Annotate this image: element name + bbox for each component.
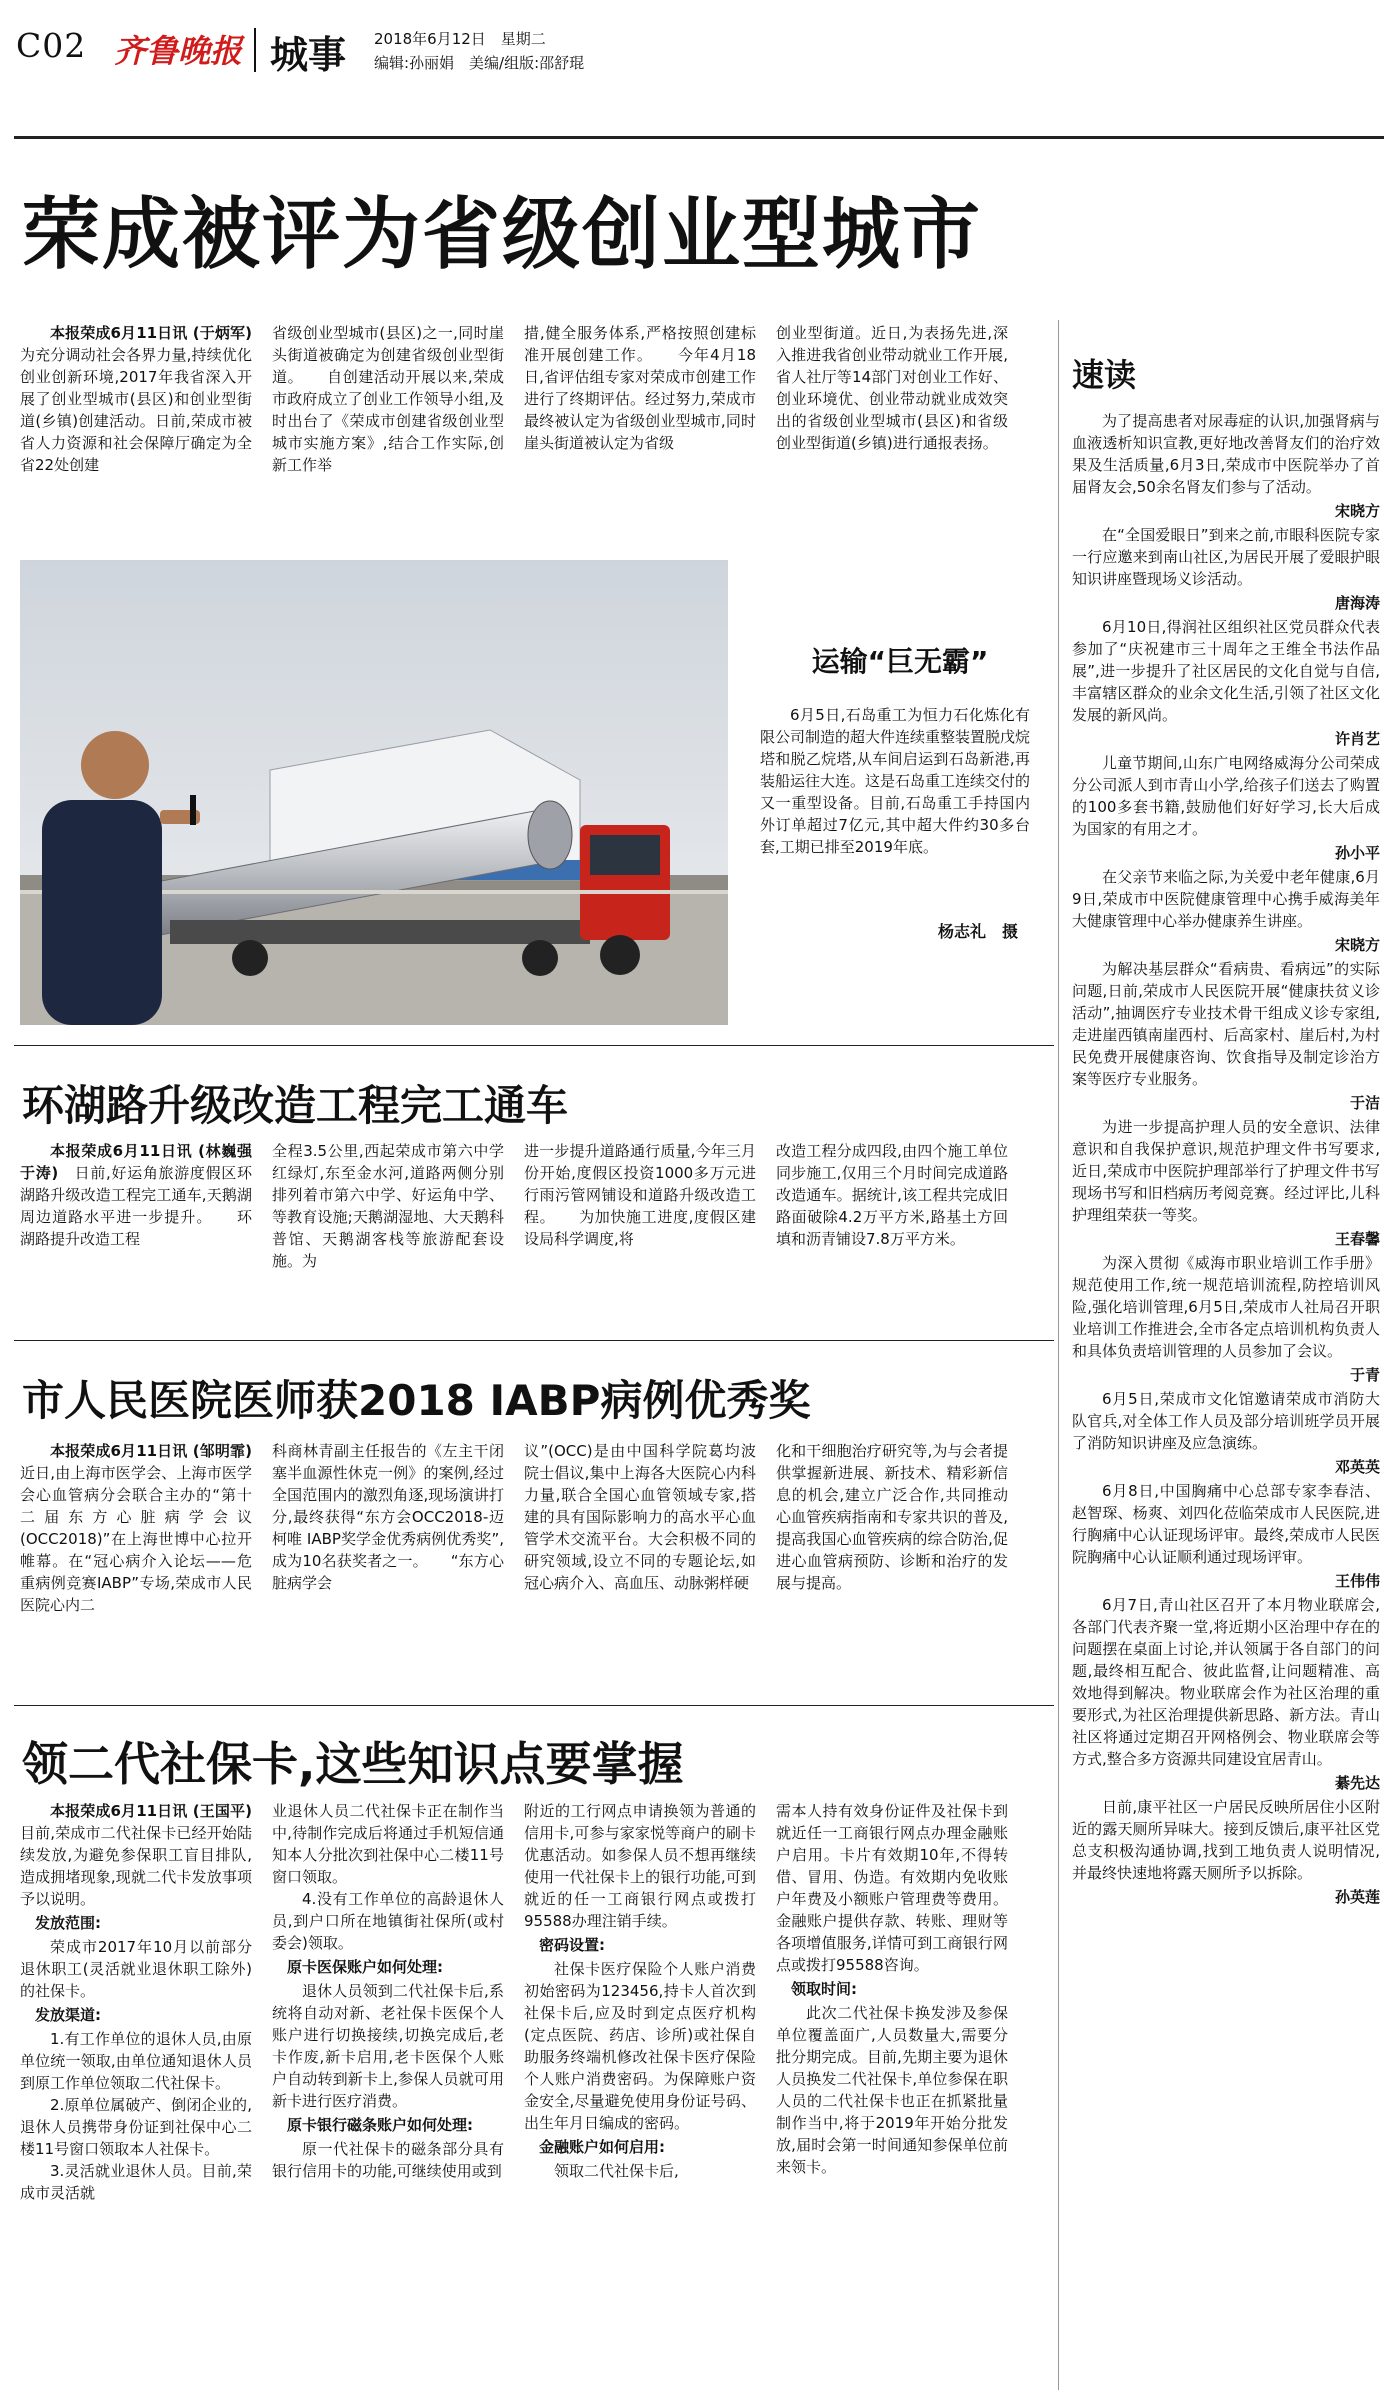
- headline-lakeside-road: 环湖路升级改造工程完工通车: [22, 1081, 569, 1130]
- brief-byline: 于青: [1349, 1366, 1380, 1384]
- brief-item: 6月10日,得润社区组织社区党员群众代表参加了“庆祝建市三十周年之王维全书法作品展”,进一步提升了社区居民的文化自觉与自信,丰富辖区群众的业余文化生活,引领了社区文化发展的新风尚。: [1072, 618, 1380, 724]
- a3-text-3: 议”(OCC)是由中国科学院葛均波院士倡议,集中上海各大医院心内科力量,联合全国心血管领域专家,搭建的具有国际影响力的高水平心血管学术交流平台。大会积极不同的研究领域,设立不同的专题论坛,如冠心病介入、高血压、动脉粥样硬: [524, 1442, 756, 1592]
- a4-password-heading: 密码设置:: [539, 1936, 605, 1954]
- editor-credits: 编辑:孙丽娟 美编/组版:邵舒琨: [374, 54, 585, 72]
- a1-text-3: 措,健全服务体系,严格按照创建标准开展创建工作。 今年4月18日,省评估组专家对荣成市创建工作进行了终期评估。经过努力,荣成市最终被认定为省级创业型城市,同时崖头街道被认定为省级: [524, 324, 756, 452]
- a4-c2-t1: 业退休人员二代社保卡正在制作当中,待制作完成后将通过手机短信通知本人分批次到社保中心二楼11号窗口领取。: [272, 1802, 504, 1886]
- photo-credit: 杨志礼 摄: [937, 922, 1018, 941]
- a2-dateline: 本报荣成6月11日讯 (林巍强 于涛): [20, 1142, 268, 1182]
- brief-item: 6月5日,荣成市文化馆邀请荣成市消防大队官兵,对全体工作人员及部分培训班学员开展了消防知识讲座及应急演练。: [1072, 1390, 1380, 1452]
- sidebar-divider: [1058, 320, 1059, 2390]
- a1-col-3: [524, 322, 756, 534]
- a1-col-2: [272, 322, 504, 534]
- a2-col-2: [272, 1140, 504, 1315]
- issue-date: 2018年6月12日 星期二: [374, 30, 546, 48]
- brief-item: 6月8日,中国胸痛中心总部专家李春洁、赵智琛、杨爽、刘四化莅临荣成市人民医院,进行胸痛中心认证现场评审。最终,荣成市人民医院胸痛中心认证顺利通过现场评审。: [1072, 1482, 1380, 1566]
- a1-col-1: [20, 322, 252, 534]
- header-rule: [14, 136, 1384, 139]
- photo-caption-box: [752, 640, 1048, 1030]
- a4-c3-t2: 社保卡医疗保险个人账户消费初始密码为123456,持卡人首次到社保卡后,应及时到定点医疗机构(定点医院、药店、诊所)或社保自助服务终端机修改社保卡医疗保险个人账户消费密码。为保障账户资金安全,尽量避免使用身份证号码、出生年月日编成的密码。: [524, 1960, 756, 2132]
- a4-c2-t3: 退休人员领到二代社保卡后,系统将自动对新、老社保卡医保个人账户进行切换接续,切换完成后,老卡作废,新卡启用,老卡医保个人账户自动转到新卡上,参保人员就可用新卡进行医疗消费。: [272, 1982, 504, 2110]
- brief-byline: 许肖艺: [1334, 730, 1380, 748]
- brief-item: 在“全国爱眼日”到来之前,市眼科医院专家一行应邀来到南山社区,为居民开展了爱眼护眼知识讲座暨现场义诊活动。: [1072, 526, 1380, 588]
- headline-startup-city: 荣成被评为省级创业型城市: [22, 190, 983, 280]
- a3-col-1: [20, 1440, 252, 1685]
- brief-byline: 王春馨: [1334, 1230, 1380, 1248]
- header-divider: [254, 28, 256, 72]
- brief-item: 在父亲节来临之际,为关爱中老年健康,6月9日,荣成市中医院健康管理中心携手威海美年大健康管理中心举办健康养生讲座。: [1072, 868, 1380, 930]
- sidebar-list: [1072, 410, 1380, 1908]
- headline-iabp-award: 市人民医院医师获2018 IABP病例优秀奖: [22, 1376, 811, 1425]
- a1-dateline: 本报荣成6月11日讯 (于炳军): [50, 324, 252, 342]
- photo-caption-body: 6月5日,石岛重工为恒力石化炼化有限公司制造的超大件连续重整装置脱戊烷塔和脱乙烷塔,从车间启运到石岛新港,再装船运往大连。这是石岛重工连续交付的又一重型设备。目前,石岛重工手持国内外订单超过7亿元,其中超大件约30多台套,工期已排至2019年底。: [760, 706, 1031, 856]
- a4-c4-t2: 此次二代社保卡换发涉及参保单位覆盖面广,人员数量大,需要分批分期完成。目前,先期主要为退休人员换发二代社保卡,单位参保在职人员的二代社保卡也正在抓紧批量制作当中,将于2019年开始分批发放,届时会第一时间通知参保单位前来领卡。: [776, 2004, 1008, 2176]
- a2-top-rule: [14, 1045, 1054, 1046]
- truck-transport-photo: [20, 560, 728, 1025]
- a4-intro: 目前,荣成市二代社保卡已经开始陆续发放,为避免参保职工盲目排队,造成拥堵现象,现就二代卡发放事项予以说明。: [20, 1824, 252, 1908]
- brief-item: 日前,康平社区一户居民反映所居住小区附近的露天厕所异味大。接到反馈后,康平社区党总支积极沟通协调,找到工地负责人说明情况,并最终快速地将露天厕所予以拆除。: [1072, 1798, 1380, 1882]
- brief-byline: 唐海涛: [1334, 594, 1380, 612]
- a2-text-1: 日前,好运角旅游度假区环湖路升级改造工程完工通车,天鹅湖周边道路水平进一步提升。 环湖路提升改造工程: [20, 1164, 252, 1248]
- a2-col-4: [776, 1140, 1008, 1315]
- news-photo: [20, 560, 728, 1025]
- brief-byline: 于洁: [1349, 1094, 1380, 1112]
- a4-scope: 荣成市2017年10月以前部分退休职工(灵活就业退休职工除外)的社保卡。: [20, 1938, 252, 2000]
- a3-text-4: 化和干细胞治疗研究等,为与会者提供掌握新进展、新技术、精彩新信息的机会,建立广泛合作,共同推动心血管疾病指南和专家共识的普及,提高我国心血管疾病的综合防治,促进心血管病预防、诊断和治疗的发展与提高。: [776, 1442, 1008, 1592]
- a2-text-3: 进一步提升道路通行质量,今年三月份开始,度假区投资1000多万元进行雨污管网铺设和道路升级改造工程。 为加快施工进度,度假区建设局科学调度,将: [524, 1142, 756, 1248]
- a1-text-2: 省级创业型城市(县区)之一,同时崖头街道被确定为创建省级创业型街道。 自创建活动开展以来,荣成市政府成立了创业工作领导小组,及时出台了《荣成市创建省级创业型城市实施方案》,结合工作实际,创新工作举: [272, 324, 504, 474]
- brief-item: 6月7日,青山社区召开了本月物业联席会,各部门代表齐聚一堂,将近期小区治理中存在的问题摆在桌面上讨论,并认领属于各自部门的问题,最终相互配合、彼此监督,让问题精准、高效地得到解决。物业联席会作为社区治理的重要形式,为社区治理提供新思路、新方法。青山社区将通过定期召开网格例会、物业联席会等方式,整合多方资源共同建设宜居青山。: [1072, 1596, 1380, 1768]
- a4-account-heading: 原卡医保账户如何处理:: [287, 1958, 443, 1976]
- a4-bank-heading: 原卡银行磁条账户如何处理:: [287, 2116, 473, 2134]
- page-number: C02: [16, 26, 87, 65]
- a4-time-heading: 领取时间:: [791, 1980, 857, 1998]
- a4-dateline: 本报荣成6月11日讯 (王国平): [50, 1802, 252, 1820]
- a4-c3-t1: 附近的工行网点申请换领为普通的信用卡,可参与家家悦等商户的刷卡优惠活动。如参保人员不想再继续使用一代社保卡上的银行功能,可到就近的任一工商银行网点或拨打95588办理注销手续。: [524, 1802, 756, 1930]
- headline-social-security-card: 领二代社保卡,这些知识点要掌握: [22, 1737, 684, 1791]
- a1-col-4: [776, 322, 1008, 534]
- brief-byline: 王伟伟: [1334, 1572, 1380, 1590]
- masthead: [14, 20, 1384, 78]
- brief-item: 为解决基层群众“看病贵、看病远”的实际问题,日前,荣成市人民医院开展“健康扶贫义诊活动”,抽调医疗专业技术骨干组成义诊专家组,走进崖西镇南崖西村、后高家村、崖后村,为村民免费开展健康咨询、饮食指导及制定诊治方案等医疗专业服务。: [1072, 960, 1380, 1088]
- a4-channel-2: 2.原单位属破产、倒闭企业的,退休人员携带身份证到社保中心二楼11号窗口领取本人社保卡。: [20, 2096, 252, 2158]
- brief-item: 为了提高患者对尿毒症的认识,加强肾病与血液透析知识宣教,更好地改善肾友们的治疗效果及生活质量,6月3日,荣成市中医院举办了首届肾友会,50余名肾友们参与了活动。: [1072, 412, 1380, 496]
- a4-channel-3: 3.灵活就业退休人员。目前,荣成市灵活就: [20, 2162, 252, 2202]
- a2-text-2: 全程3.5公里,西起荣成市第六中学红绿灯,东至金水河,道路两侧分别排列着市第六中学、好运角中学、等教育设施;天鹅湖湿地、大天鹅科普馆、天鹅湖客栈等旅游配套设施。为: [272, 1142, 504, 1270]
- brief-byline: 綦先达: [1334, 1774, 1380, 1792]
- a3-text-1: 近日,由上海市医学会、上海市医学会心血管病分会联合主办的“第十二届东方心脏病学会议(OCC2018)”在上海世博中心拉开帷幕。在“冠心病介入论坛——危重病例竞赛IABP”专场,荣成市人民医院心内二: [20, 1464, 252, 1614]
- a1-text-4: 创业型街道。近日,为表扬先进,深入推进我省创业带动就业工作开展,省人社厅等14部门对创业工作好、创业环境优、创业带动就业成效突出的省级创业型城市(县区)和省级创业型街道(乡镇)进行通报表扬。: [776, 324, 1008, 452]
- a2-text-4: 改造工程分成四段,由四个施工单位同步施工,仅用三个月时间完成道路改造通车。据统计,该工程共完成旧路面破除4.2万平方米,路基土方回填和沥青铺设7.8万平方米。: [776, 1142, 1008, 1248]
- a3-col-2: [272, 1440, 504, 1685]
- a4-c3-t3: 领取二代社保卡后,: [554, 2162, 679, 2180]
- a4-c4-t1: 需本人持有效身份证件及社保卡到就近任一工商银行网点办理金融账户启用。卡片有效期10年,不得转借、冒用、伪造。有效期内免收账户年费及小额账户管理费等费用。金融账户提供存款、转账、理财等各项增值服务,详情可到工商银行网点或拨打95588咨询。: [776, 1802, 1008, 1974]
- brief-byline: 孙小平: [1334, 844, 1380, 862]
- a4-channel-1: 1.有工作单位的退休人员,由原单位统一领取,由单位通知退休人员到原工作单位领取二代社保卡。: [20, 2030, 252, 2092]
- a3-dateline: 本报荣成6月11日讯 (邹明霏): [50, 1442, 252, 1460]
- photo-caption-text: [760, 704, 1030, 909]
- brief-byline: 孙英莲: [1334, 1888, 1380, 1906]
- a4-col-4: [776, 1800, 1008, 2390]
- a4-c2-t2: 4.没有工作单位的高龄退休人员,到户口所在地镇街社保所(或村委会)领取。: [272, 1890, 504, 1952]
- sidebar-title: 速读: [1072, 356, 1137, 394]
- a4-financial-heading: 金融账户如何启用:: [539, 2138, 665, 2156]
- brief-item: 为深入贯彻《威海市职业培训工作手册》规范使用工作,统一规范培训流程,防控培训风险,强化培训管理,6月5日,荣成市人社局召开职业培训工作推进会,全市各定点培训机构负责人和具体负责培训管理的人员参加了会议。: [1072, 1254, 1380, 1360]
- a4-col-2: [272, 1800, 504, 2390]
- a2-col-3: [524, 1140, 756, 1315]
- photo-caption-title: 运输“巨无霸”: [811, 645, 989, 678]
- a4-top-rule: [14, 1705, 1054, 1706]
- a3-col-4: [776, 1440, 1008, 1685]
- a3-top-rule: [14, 1340, 1054, 1341]
- a3-col-3: [524, 1440, 756, 1685]
- a4-channel-heading: 发放渠道:: [35, 2006, 101, 2024]
- brief-byline: 宋晓方: [1334, 936, 1380, 954]
- a4-c2-t4: 原一代社保卡的磁条部分具有银行信用卡的功能,可继续使用或到: [272, 2140, 504, 2180]
- section-name: 城事: [270, 33, 347, 77]
- a1-text-1: 为充分调动社会各界力量,持续优化创业创新环境,2017年我省深入开展了创业型城市(县区)和创业型街道(乡镇)创建活动。日前,荣成市被省人力资源和社会保障厅确定为全省22处创建: [20, 346, 252, 474]
- paper-name-logo: 齐鲁晚报: [114, 32, 243, 70]
- brief-byline: 宋晓方: [1334, 502, 1380, 520]
- sidebar-briefs: [1072, 350, 1380, 2390]
- a3-text-2: 科商林青副主任报告的《左主干闭塞半血源性休克一例》的案例,经过全国范围内的激烈角逐,现场演讲打分,最终获得“东方会OCC2018-迈柯唯 IABP奖学金优秀病例优秀奖”,成为10名获奖者之一。 “东方心脏病学会: [272, 1442, 504, 1592]
- a4-scope-heading: 发放范围:: [35, 1914, 101, 1932]
- brief-item: 为进一步提高护理人员的安全意识、法律意识和自我保护意识,规范护理文件书写要求,近日,荣成市中医院护理部举行了护理文件书写现场书写和旧档病历考阅竞赛。经过评比,儿科护理组荣获一等奖。: [1072, 1118, 1380, 1224]
- brief-byline: 邓英英: [1334, 1458, 1380, 1476]
- brief-item: 儿童节期间,山东广电网络威海分公司荣成分公司派人到市青山小学,给孩子们送去了购置的100多套书籍,鼓励他们好好学习,长大后成为国家的有用之才。: [1072, 754, 1380, 838]
- a4-col-1: [20, 1800, 252, 2390]
- a4-col-3: [524, 1800, 756, 2390]
- a2-col-1: [20, 1140, 268, 1315]
